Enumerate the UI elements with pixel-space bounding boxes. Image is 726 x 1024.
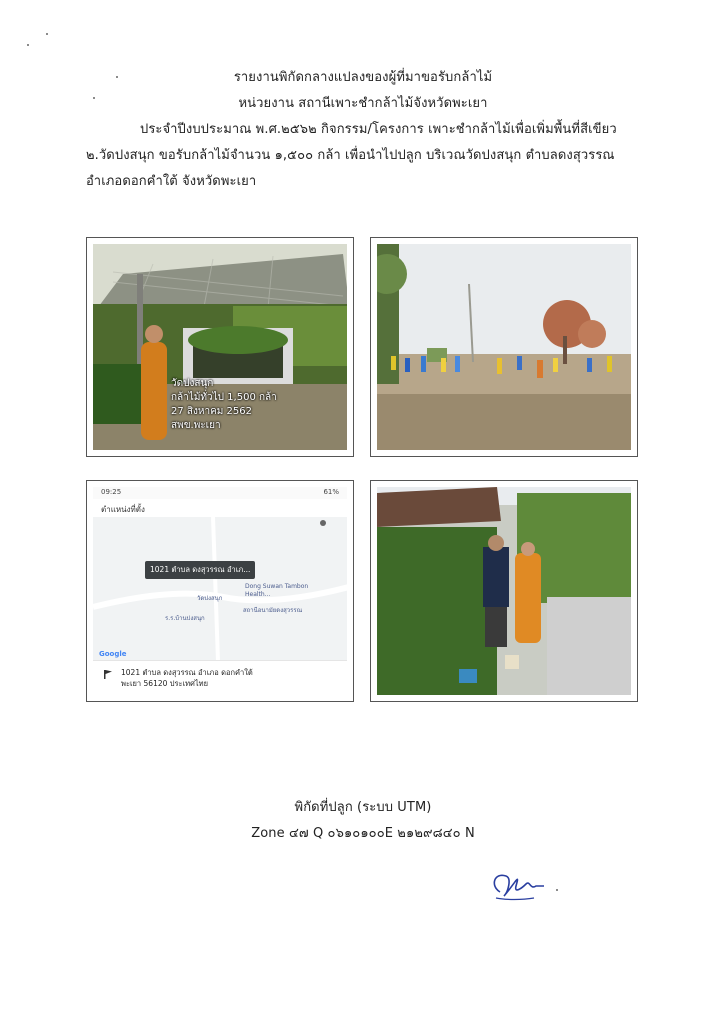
coordinate-title: พิกัดที่ปลูก (ระบบ UTM) bbox=[294, 800, 432, 815]
photo-overlay-office: สพข.พะเยา bbox=[171, 420, 221, 431]
flag-icon bbox=[103, 669, 113, 679]
request-line: ๒.วัดปงสนุก ขอรับกล้าไม้จำนวน ๑,๕๐๐ กล้า เพื่อนำไปปลูก บริเวณวัดปงสนุก ตำบลดงสุวรรณ bbox=[86, 148, 615, 163]
google-logo: Google bbox=[99, 650, 127, 658]
report-title: รายงานพิกัดกลางแปลงของผู้ที่มาขอรับกล้าไม้ bbox=[233, 70, 493, 85]
budget-line: ประจำปีงบประมาณ พ.ศ.๒๕๖๒ กิจกรรม/โครงการ เพาะชำกล้าไม้เพื่อเพิ่มพื้นที่สีเขียว bbox=[140, 122, 617, 137]
photo-seedling-truck bbox=[86, 237, 354, 457]
photo-nursery bbox=[370, 480, 638, 702]
map-address-line1: 1021 ตำบล ดงสุวรรณ อำเภอ ดอกคำใต้ bbox=[121, 668, 253, 677]
speck bbox=[46, 33, 48, 35]
status-battery: 61% bbox=[323, 488, 339, 496]
map-pin-callout[interactable]: 1021 ตำบล ดงสุวรรณ อำเภ... bbox=[145, 561, 255, 579]
map-label-clinic: สถานีอนามัยดงสุวรรณ bbox=[243, 607, 303, 614]
photo-overlay-quantity: กล้าไม้ทั่วไป 1,500 กล้า bbox=[171, 392, 277, 403]
agency-line: หน่วยงาน สถานีเพาะชำกล้าไม้จังหวัดพะเยา bbox=[238, 96, 488, 111]
map-label-health-center: Dong Suwan Tambon Health... bbox=[245, 583, 309, 598]
nursery-image bbox=[377, 487, 631, 695]
map-address bbox=[121, 667, 253, 689]
map-title: ตำแหน่งที่ตั้ง bbox=[101, 505, 145, 514]
map-address-panel bbox=[93, 660, 347, 695]
photo-overlay-date: 27 สิงหาคม 2562 bbox=[171, 406, 253, 417]
map-label-temple: วัดปงสนุก bbox=[197, 595, 223, 602]
speck bbox=[556, 889, 558, 891]
coordinate-value: Zone ๔๗ Q ๐๖๑๐๑๐๐E ๒๑๒๙๘๔๐ N bbox=[251, 826, 475, 841]
photo-overlay-temple: วัดปงสนุก bbox=[171, 378, 214, 389]
map-label-school: ร.ร.บ้านปงสนุก bbox=[165, 615, 205, 622]
signature bbox=[486, 862, 546, 906]
district-line: อำเภอดอกคำใต้ จังหวัดพะเยา bbox=[86, 174, 257, 189]
photo-planting-field bbox=[370, 237, 638, 457]
status-time: 09:25 bbox=[101, 488, 122, 496]
photo-location-map bbox=[86, 480, 354, 702]
speck bbox=[27, 44, 29, 46]
map-address-line2: พะเยา 56120 ประเทศไทย bbox=[121, 679, 208, 688]
phone-status-bar bbox=[93, 487, 347, 499]
planting-field-image bbox=[377, 244, 631, 450]
map-title-bar bbox=[93, 499, 347, 518]
